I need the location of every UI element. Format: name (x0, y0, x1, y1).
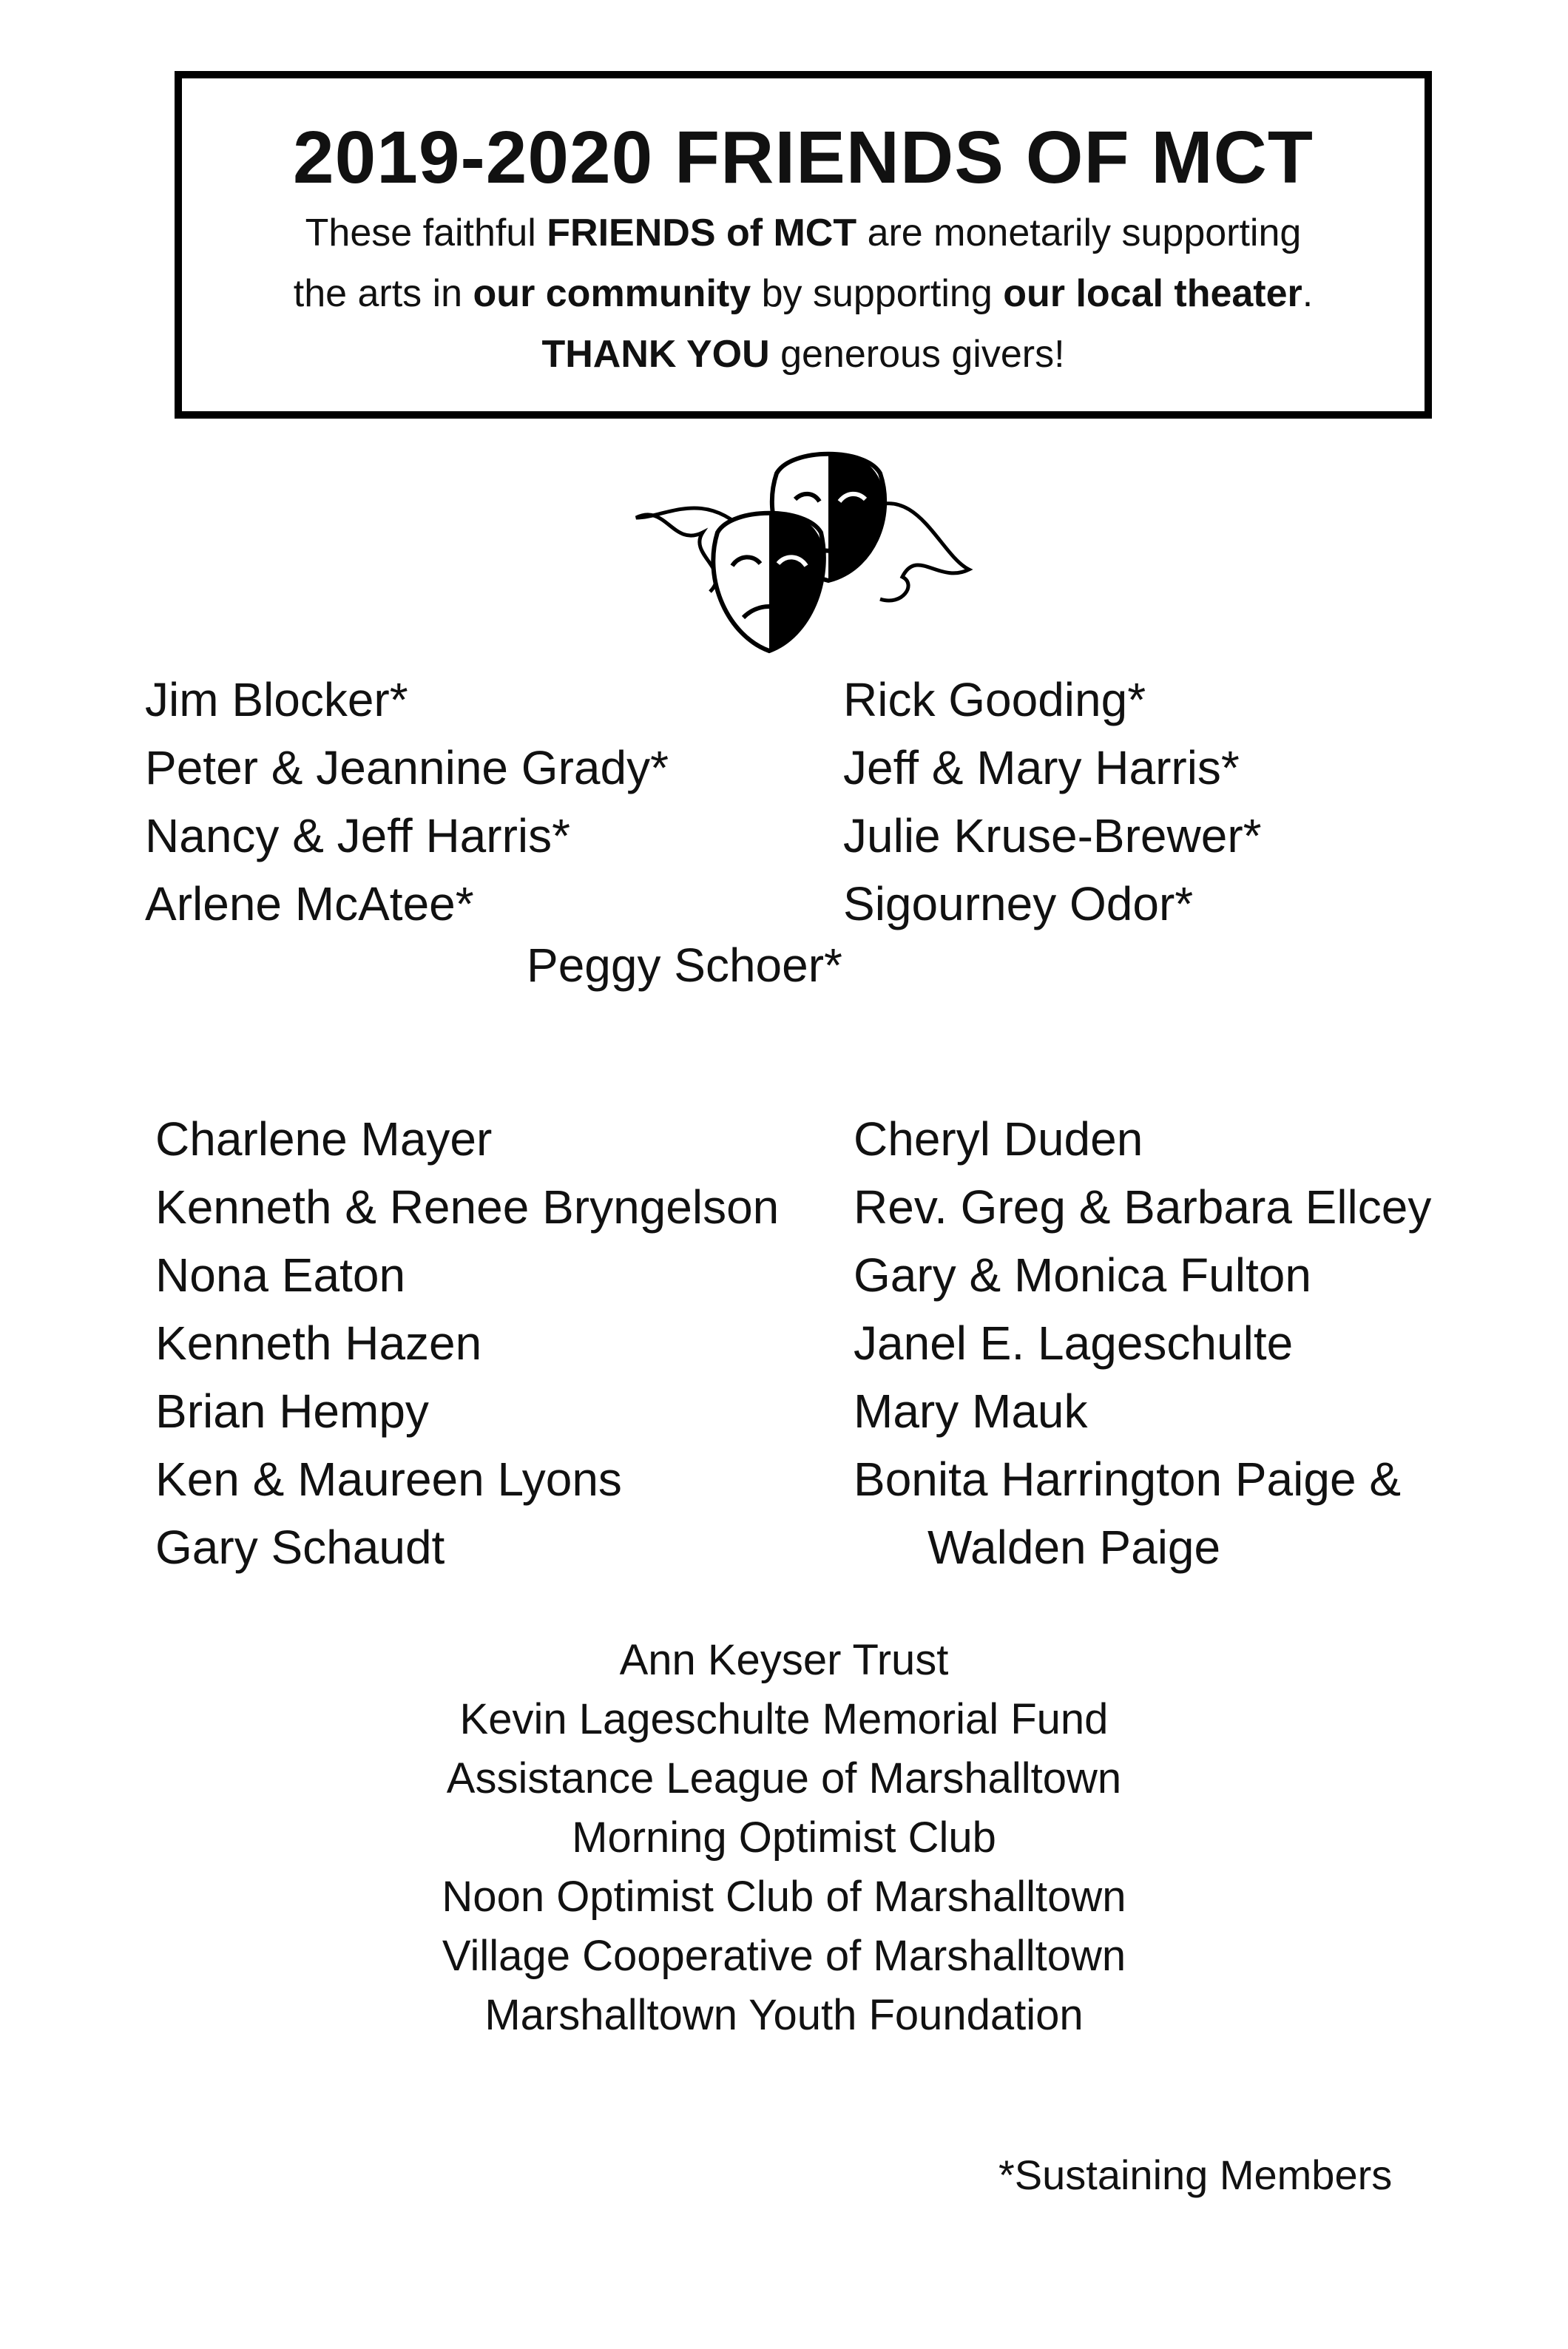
intro-bold-part: FRIENDS of MCT (547, 212, 857, 254)
header-box (175, 71, 1432, 419)
sustaining-members-note: *Sustaining Members (998, 2152, 1393, 2198)
list-item: Nancy & Jeff Harris* (145, 809, 570, 862)
list-item: Brian Hempy (155, 1385, 429, 1438)
list-item: Sigourney Odor* (843, 877, 1194, 930)
organization-item: Assistance League of Marshalltown (446, 1754, 1122, 1802)
page-title: 2019-2020 FRIENDS OF MCT (293, 116, 1314, 199)
list-item: Kenneth Hazen (155, 1317, 482, 1370)
intro-bold-part: our community (473, 272, 751, 315)
intro-line-2 (182, 263, 1425, 324)
sustaining-center-name: Peggy Schoer* (527, 939, 842, 992)
organization-item: Village Cooperative of Marshalltown (442, 1932, 1126, 1980)
intro-text-part: by supporting (751, 272, 1004, 315)
list-item: Peter & Jeannine Grady* (145, 741, 669, 794)
list-item: Arlene McAtee* (145, 877, 474, 930)
list-item: Ken & Maureen Lyons (155, 1453, 622, 1506)
intro-text-part: the arts in (293, 272, 473, 315)
intro-bold-part: our local theater (1003, 272, 1302, 315)
organization-item: Marshalltown Youth Foundation (484, 1991, 1084, 2039)
list-item: Charlene Mayer (155, 1112, 493, 1166)
intro-line-1 (182, 203, 1425, 263)
list-item: Gary & Monica Fulton (854, 1248, 1311, 1302)
list-item: Jim Blocker* (145, 673, 408, 726)
theater-masks-icon (621, 444, 976, 666)
organization-item: Kevin Lageschulte Memorial Fund (459, 1695, 1109, 1743)
list-item: Kenneth & Renee Bryngelson (155, 1180, 780, 1234)
intro-text-part: are monetarily supporting (856, 212, 1302, 254)
organizations-list (0, 1631, 1568, 2045)
list-item: Bonita Harrington Paige & (854, 1453, 1401, 1506)
intro-text-part: . (1302, 272, 1314, 315)
list-item: Jeff & Mary Harris* (843, 741, 1240, 794)
list-item: Nona Eaton (155, 1248, 406, 1302)
list-item: Mary Mauk (854, 1385, 1088, 1438)
sustaining-list-left (145, 666, 669, 938)
sustaining-list-right (843, 666, 1262, 938)
list-item: Rick Gooding* (843, 673, 1146, 726)
intro-bold-part: THANK YOU (541, 333, 770, 376)
intro-line-3 (182, 324, 1425, 385)
friends-list-right (854, 1105, 1431, 1581)
organization-item: Noon Optimist Club of Marshalltown (442, 1873, 1126, 1921)
list-item: Walden Paige (927, 1521, 1221, 1574)
friends-list-left (155, 1105, 779, 1581)
list-item: Cheryl Duden (854, 1112, 1143, 1166)
organization-item: Ann Keyser Trust (619, 1636, 949, 1684)
intro-text-part: generous givers! (769, 333, 1065, 376)
intro-text (182, 203, 1425, 385)
intro-text-part: These faithful (305, 212, 547, 254)
list-item: Gary Schaudt (155, 1521, 445, 1574)
tragedy-mask (713, 512, 824, 651)
organization-item: Morning Optimist Club (572, 1814, 996, 1862)
list-item: Janel E. Lageschulte (854, 1317, 1294, 1370)
list-item: Julie Kruse-Brewer* (843, 809, 1262, 862)
list-item: Rev. Greg & Barbara Ellcey (854, 1180, 1432, 1234)
